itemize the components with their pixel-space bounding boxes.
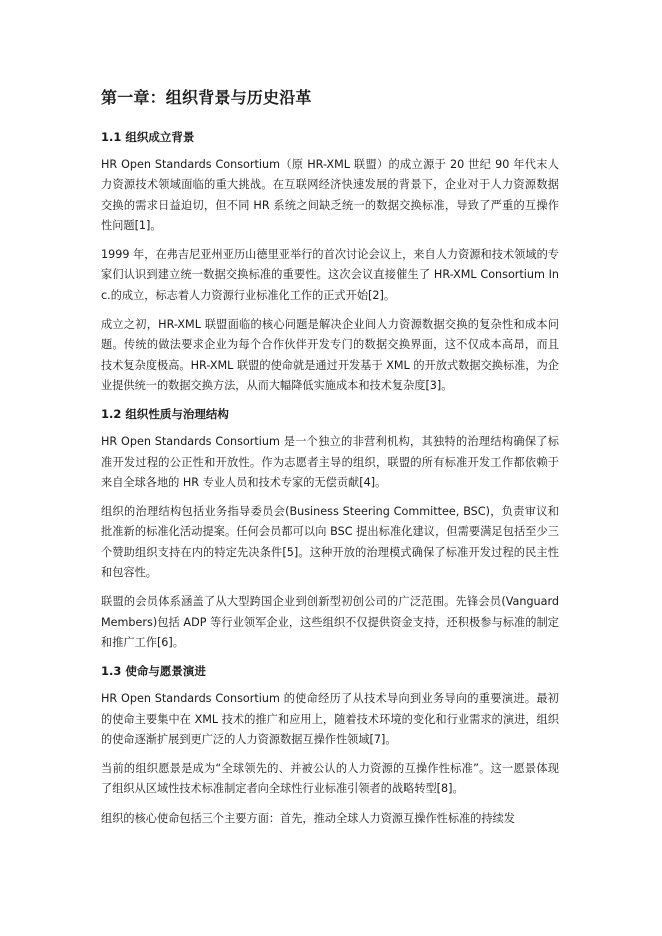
- body-paragraph: 组织的治理结构包括业务指导委员会(Business Steering Committee, BSC)，负责审议和批准新的标准化活动提案。任何会员都可以向 BSC 提出标准化建议，但需要满足包括至少三个赞助组织支持在内的特定先决条件[5]。这种开放的治理模式确保了标准开发过程的民主性和包容性。: [101, 505, 559, 580]
- body-paragraph: 当前的组织愿景是成为“全球领先的、并被公认的人力资源的互操作性标准”。这一愿景体现了组织从区域性技术标准制定者向全球性行业标准引领者的战略转型[8]。: [101, 762, 559, 796]
- body-paragraph: 组织的核心使命包括三个主要方面：首先，推动全球人力资源互操作性标准的持续发: [101, 811, 515, 825]
- body-paragraph: HR Open Standards Consortium（原 HR-XML 联盟）的成立源于 20 世纪 90 年代末人力资源技术领域面临的重大挑战。在互联网经济快速发展的背景下，企业对于人力资源数据交换的需求日益迫切，但不同 HR 系统之间缺乏统一的数据交换标准，导致了严重的互操作性问题[1]。: [101, 158, 559, 232]
- section-heading: 1.3 使命与愿景演进: [101, 664, 206, 679]
- chapter-title: 第一章：组织背景与历史沿革: [101, 88, 312, 107]
- body-paragraph: 联盟的会员体系涵盖了从大型跨国企业到创新型初创公司的广泛范围。先锋会员(Vanguard Members)包括 ADP 等行业领军企业，这些组织不仅提供资金支持，还积极参与标准的制定和推广工作[6]。: [101, 595, 559, 649]
- section-heading: 1.2 组织性质与治理结构: [101, 407, 229, 422]
- body-paragraph: 成立之初，HR-XML 联盟面临的核心问题是解决企业间人力资源数据交换的复杂性和成本问题。传统的做法要求企业为每个合作伙伴开发专门的数据交换界面，这不仅成本高昂，而且技术复杂度极高。HR-XML 联盟的使命就是通过开发基于 XML 的开放式数据交换标准，为企业提供统一的数据交换方法，从而大幅降低实施成本和技术复杂度[3]。: [101, 318, 559, 392]
- section-heading: 1.1 组织成立背景: [101, 130, 195, 144]
- body-paragraph: HR Open Standards Consortium 的使命经历了从技术导向到业务导向的重要演进。最初的使命主要集中在 XML 技术的推广和应用上，随着技术环境的变化和行业需求的演进，组织的使命逐渐扩展到更广泛的人力资源数据互操作性领域[7]。: [101, 692, 559, 746]
- document-body: [101, 86, 559, 838]
- body-paragraph: 1999 年，在弗吉尼亚州亚历山德里亚举行的首次讨论会议上，来自人力资源和技术领域的专家们认识到建立统一数据交换标准的重要性。这次会议直接催生了 HR-XML Consortium Inc.的成立，标志着人力资源行业标准化工作的正式开始[2]。: [101, 248, 559, 302]
- body-paragraph: HR Open Standards Consortium 是一个独立的非营利机构，其独特的治理结构确保了标准开发过程的公正性和开放性。作为志愿者主导的组织，联盟的所有标准开发工作都依赖于来自全球各地的 HR 专业人员和技术专家的无偿贡献[4]。: [101, 435, 559, 489]
